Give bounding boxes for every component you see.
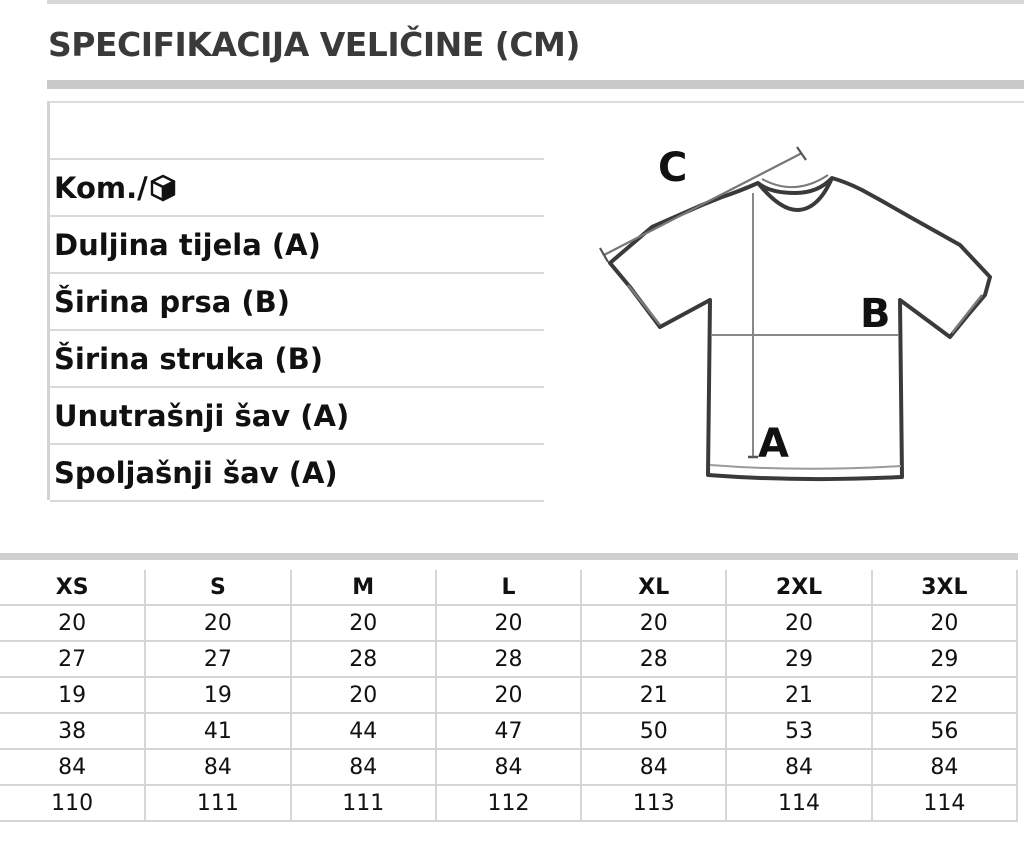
table-cell: 28 <box>581 641 726 677</box>
table-cell: 29 <box>872 641 1017 677</box>
table-cell: 84 <box>581 749 726 785</box>
table-cell: 27 <box>145 641 290 677</box>
table-cell: 84 <box>145 749 290 785</box>
table-row <box>0 749 1017 785</box>
table-cell: 113 <box>581 785 726 821</box>
table-cell: 19 <box>145 677 290 713</box>
table-cell: 56 <box>872 713 1017 749</box>
table-cell: 53 <box>726 713 871 749</box>
size-chart-table <box>0 570 1018 822</box>
size-table-body <box>0 605 1017 821</box>
table-cell: 38 <box>0 713 145 749</box>
size-header-cell: L <box>436 570 581 605</box>
table-row <box>0 605 1017 641</box>
table-cell: 114 <box>726 785 871 821</box>
table-cell: 20 <box>0 605 145 641</box>
table-cell: 19 <box>0 677 145 713</box>
table-cell: 28 <box>291 641 436 677</box>
size-header-cell: 3XL <box>872 570 1017 605</box>
table-cell: 41 <box>145 713 290 749</box>
table-row <box>0 785 1017 821</box>
table-cell: 112 <box>436 785 581 821</box>
table-cell: 44 <box>291 713 436 749</box>
table-cell: 20 <box>436 605 581 641</box>
table-cell: 20 <box>581 605 726 641</box>
table-cell: 47 <box>436 713 581 749</box>
table-cell: 27 <box>0 641 145 677</box>
table-cell: 20 <box>726 605 871 641</box>
table-cell: 110 <box>0 785 145 821</box>
table-cell: 20 <box>436 677 581 713</box>
table-cell: 20 <box>872 605 1017 641</box>
label-outseam: Spoljašnji šav (A) <box>50 445 544 502</box>
table-row <box>0 641 1017 677</box>
label-header-spacer <box>50 104 544 160</box>
page-title: SPECIFIKACIJA VELIČINE (CM) <box>48 25 580 64</box>
diagram-label-c: C <box>658 145 688 191</box>
table-cell: 114 <box>872 785 1017 821</box>
tshirt-measurement-diagram <box>590 135 1000 490</box>
table-cell: 20 <box>291 677 436 713</box>
size-table-header <box>0 570 1017 605</box>
table-cell: 84 <box>291 749 436 785</box>
label-waist-width: Širina struka (B) <box>50 331 544 388</box>
package-box-icon <box>150 174 176 202</box>
table-row <box>0 713 1017 749</box>
size-header-cell: M <box>291 570 436 605</box>
size-header-cell: XS <box>0 570 145 605</box>
table-cell: 20 <box>291 605 436 641</box>
diagram-label-b: B <box>860 291 891 337</box>
size-header-cell: XL <box>581 570 726 605</box>
size-header-cell: S <box>145 570 290 605</box>
table-cell: 84 <box>726 749 871 785</box>
tshirt-outline <box>610 175 990 479</box>
table-cell: 28 <box>436 641 581 677</box>
size-header-row <box>0 570 1017 605</box>
label-chest-width: Širina prsa (B) <box>50 274 544 331</box>
title-divider <box>47 80 1024 89</box>
top-divider <box>47 0 1024 4</box>
table-cell: 84 <box>436 749 581 785</box>
table-cell: 20 <box>145 605 290 641</box>
table-cell: 21 <box>581 677 726 713</box>
measurement-label-list <box>50 104 544 502</box>
diagram-label-a: A <box>758 421 789 467</box>
table-cell: 21 <box>726 677 871 713</box>
table-row <box>0 677 1017 713</box>
table-cell: 22 <box>872 677 1017 713</box>
table-cell: 84 <box>872 749 1017 785</box>
size-header-cell: 2XL <box>726 570 871 605</box>
label-body-length: Duljina tijela (A) <box>50 217 544 274</box>
table-cell: 50 <box>581 713 726 749</box>
label-inseam: Unutrašnji šav (A) <box>50 388 544 445</box>
label-pieces <box>50 160 544 217</box>
table-cell: 84 <box>0 749 145 785</box>
table-divider <box>0 553 1018 560</box>
table-cell: 111 <box>291 785 436 821</box>
table-cell: 29 <box>726 641 871 677</box>
table-cell: 111 <box>145 785 290 821</box>
label-pieces-text: Kom./ <box>54 170 148 205</box>
